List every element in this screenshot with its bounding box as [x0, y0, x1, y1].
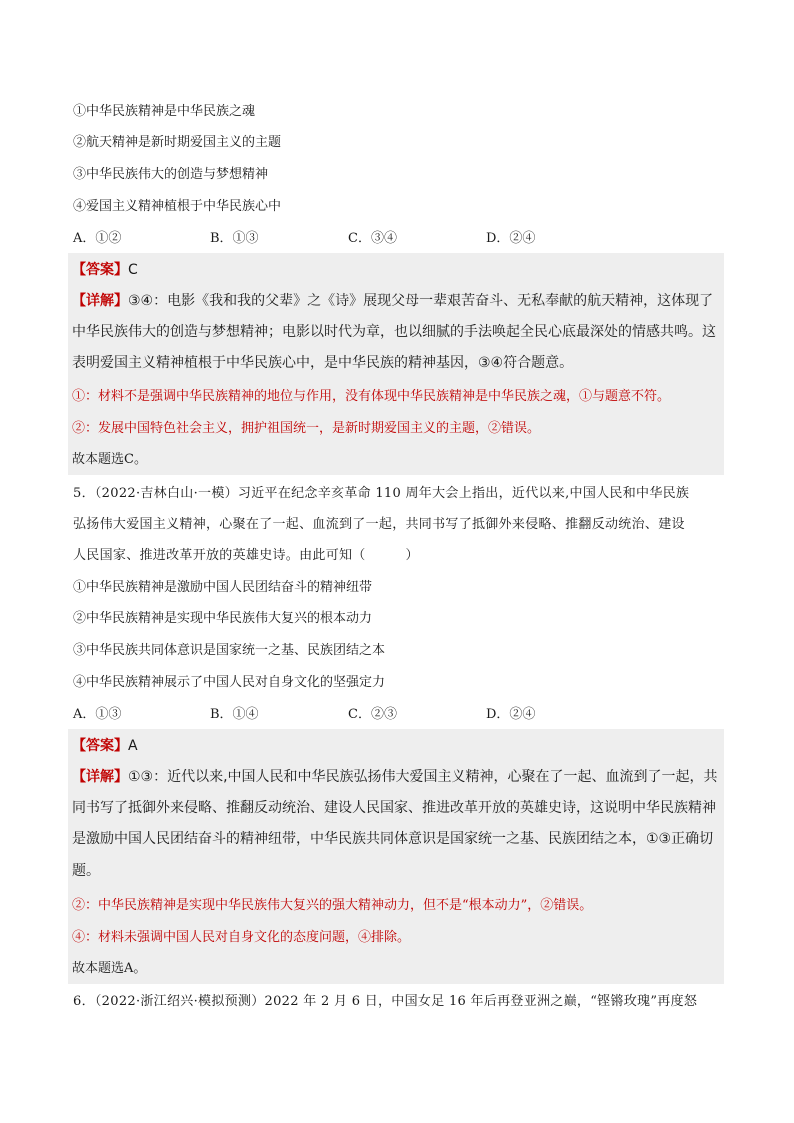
q4-answer-value: C [128, 262, 138, 278]
q4-item-4: ④爱国主义精神植根于中华民族心中 [73, 199, 282, 214]
q4-answer-box [68, 253, 724, 475]
q5-answer [72, 737, 138, 755]
q4-option-a: A．①② [73, 231, 122, 246]
q5-item-4: ④中华民族精神展示了中国人民对自身文化的坚强定力 [73, 675, 386, 690]
q4-detail-label: 【详解】 [72, 293, 128, 309]
q4-option-d: D．②④ [486, 231, 536, 246]
q4-red-line-2: ②：发展中国特色社会主义，拥护祖国统一，是新时期爱国主义的主题，②错误。 [72, 421, 541, 436]
q5-answer-label: 【答案】 [72, 738, 128, 754]
q5-answer-box [68, 729, 724, 984]
q4-option-b: B．①③ [210, 231, 259, 246]
q5-option-c: C．②③ [348, 707, 397, 722]
q5-answer-value: A [128, 738, 138, 754]
q4-detail-line-2: 中华民族伟大的创造与梦想精神；电影以时代为章，也以细腻的手法唤起全民心底最深处的情感共鸣。这 [72, 324, 716, 340]
q5-red-line-1: ②：中华民族精神是实现中华民族伟大复兴的强大精神动力，但不是“根本动力”，②错误。 [72, 898, 593, 913]
q4-option-c: C．③④ [348, 231, 397, 246]
q4-item-2: ②航天精神是新时期爱国主义的主题 [73, 135, 282, 150]
q5-stem-line-1: 5．（2022·吉林白山·一模）习近平在纪念辛亥革命 110 周年大会上指出，近代以来,中国人民和中华民族 [73, 486, 690, 501]
q4-item-1: ①中华民族精神是中华民族之魂 [73, 104, 256, 119]
q5-item-3: ③中华民族共同体意识是国家统一之基、民族团结之本 [73, 643, 386, 658]
q5-detail-line-3: 是激励中国人民团结奋斗的精神纽带，中华民族共同体意识是国家统一之基、民族团结之本，①③正确切 [72, 831, 714, 847]
q5-stem-line-2: 弘扬伟大爱国主义精神，心聚在了一起、血流到了一起，共同书写了抵御外来侵略、推翻反动统治、建设 [73, 517, 685, 532]
q5-option-d: D．②④ [486, 707, 536, 722]
q5-red-line-2: ④：材料未强调中国人民对自身文化的态度问题，④排除。 [72, 930, 411, 945]
q5-item-1: ①中华民族精神是激励中国人民团结奋斗的精神纽带 [73, 580, 373, 595]
q5-detail-line-2: 同书写了抵御外来侵略、推翻反动统治、建设人民国家、推进改革开放的英雄史诗，这说明中华民族精神 [72, 800, 716, 816]
q4-answer-label: 【答案】 [72, 262, 128, 278]
q5-detail-line-4: 题。 [72, 863, 100, 879]
q4-answer [72, 261, 138, 279]
q5-detail-line-1: 【详解】①③：近代以来,中国人民和中华民族弘扬伟大爱国主义精神，心聚在了一起、血流到了一起，共 [72, 769, 718, 785]
q4-conclusion: 故本题选C。 [72, 452, 147, 467]
q5-conclusion: 故本题选A。 [72, 961, 147, 976]
q4-red-line-1: ①：材料不是强调中华民族精神的地位与作用，没有体现中华民族精神是中华民族之魂，①与题意不符。 [72, 389, 671, 404]
q5-option-b: B．①④ [210, 707, 259, 722]
q4-detail-line-1: 【详解】③④：电影《我和我的父辈》之《诗》展现父母一辈艰苦奋斗、无私奉献的航天精神，这体现了 [72, 293, 714, 309]
q4-item-3: ③中华民族伟大的创造与梦想精神 [73, 167, 269, 182]
q6-stem-line-1: 6．（2022·浙江绍兴·模拟预测）2022 年 2 月 6 日，中国女足 16 年后再登亚洲之巅，“铿锵玫瑰”再度怒 [73, 994, 698, 1009]
q4-detail-line-3: 表明爱国主义精神植根于中华民族心中，是中华民族的精神基因，③④符合题意。 [72, 355, 574, 371]
q5-detail-label: 【详解】 [72, 769, 128, 785]
q5-stem-line-3: 人民国家、推进改革开放的英雄史诗。由此可知（ ） [73, 548, 419, 563]
q5-item-2: ②中华民族精神是实现中华民族伟大复兴的根本动力 [73, 611, 373, 626]
q5-option-a: A．①③ [73, 707, 122, 722]
